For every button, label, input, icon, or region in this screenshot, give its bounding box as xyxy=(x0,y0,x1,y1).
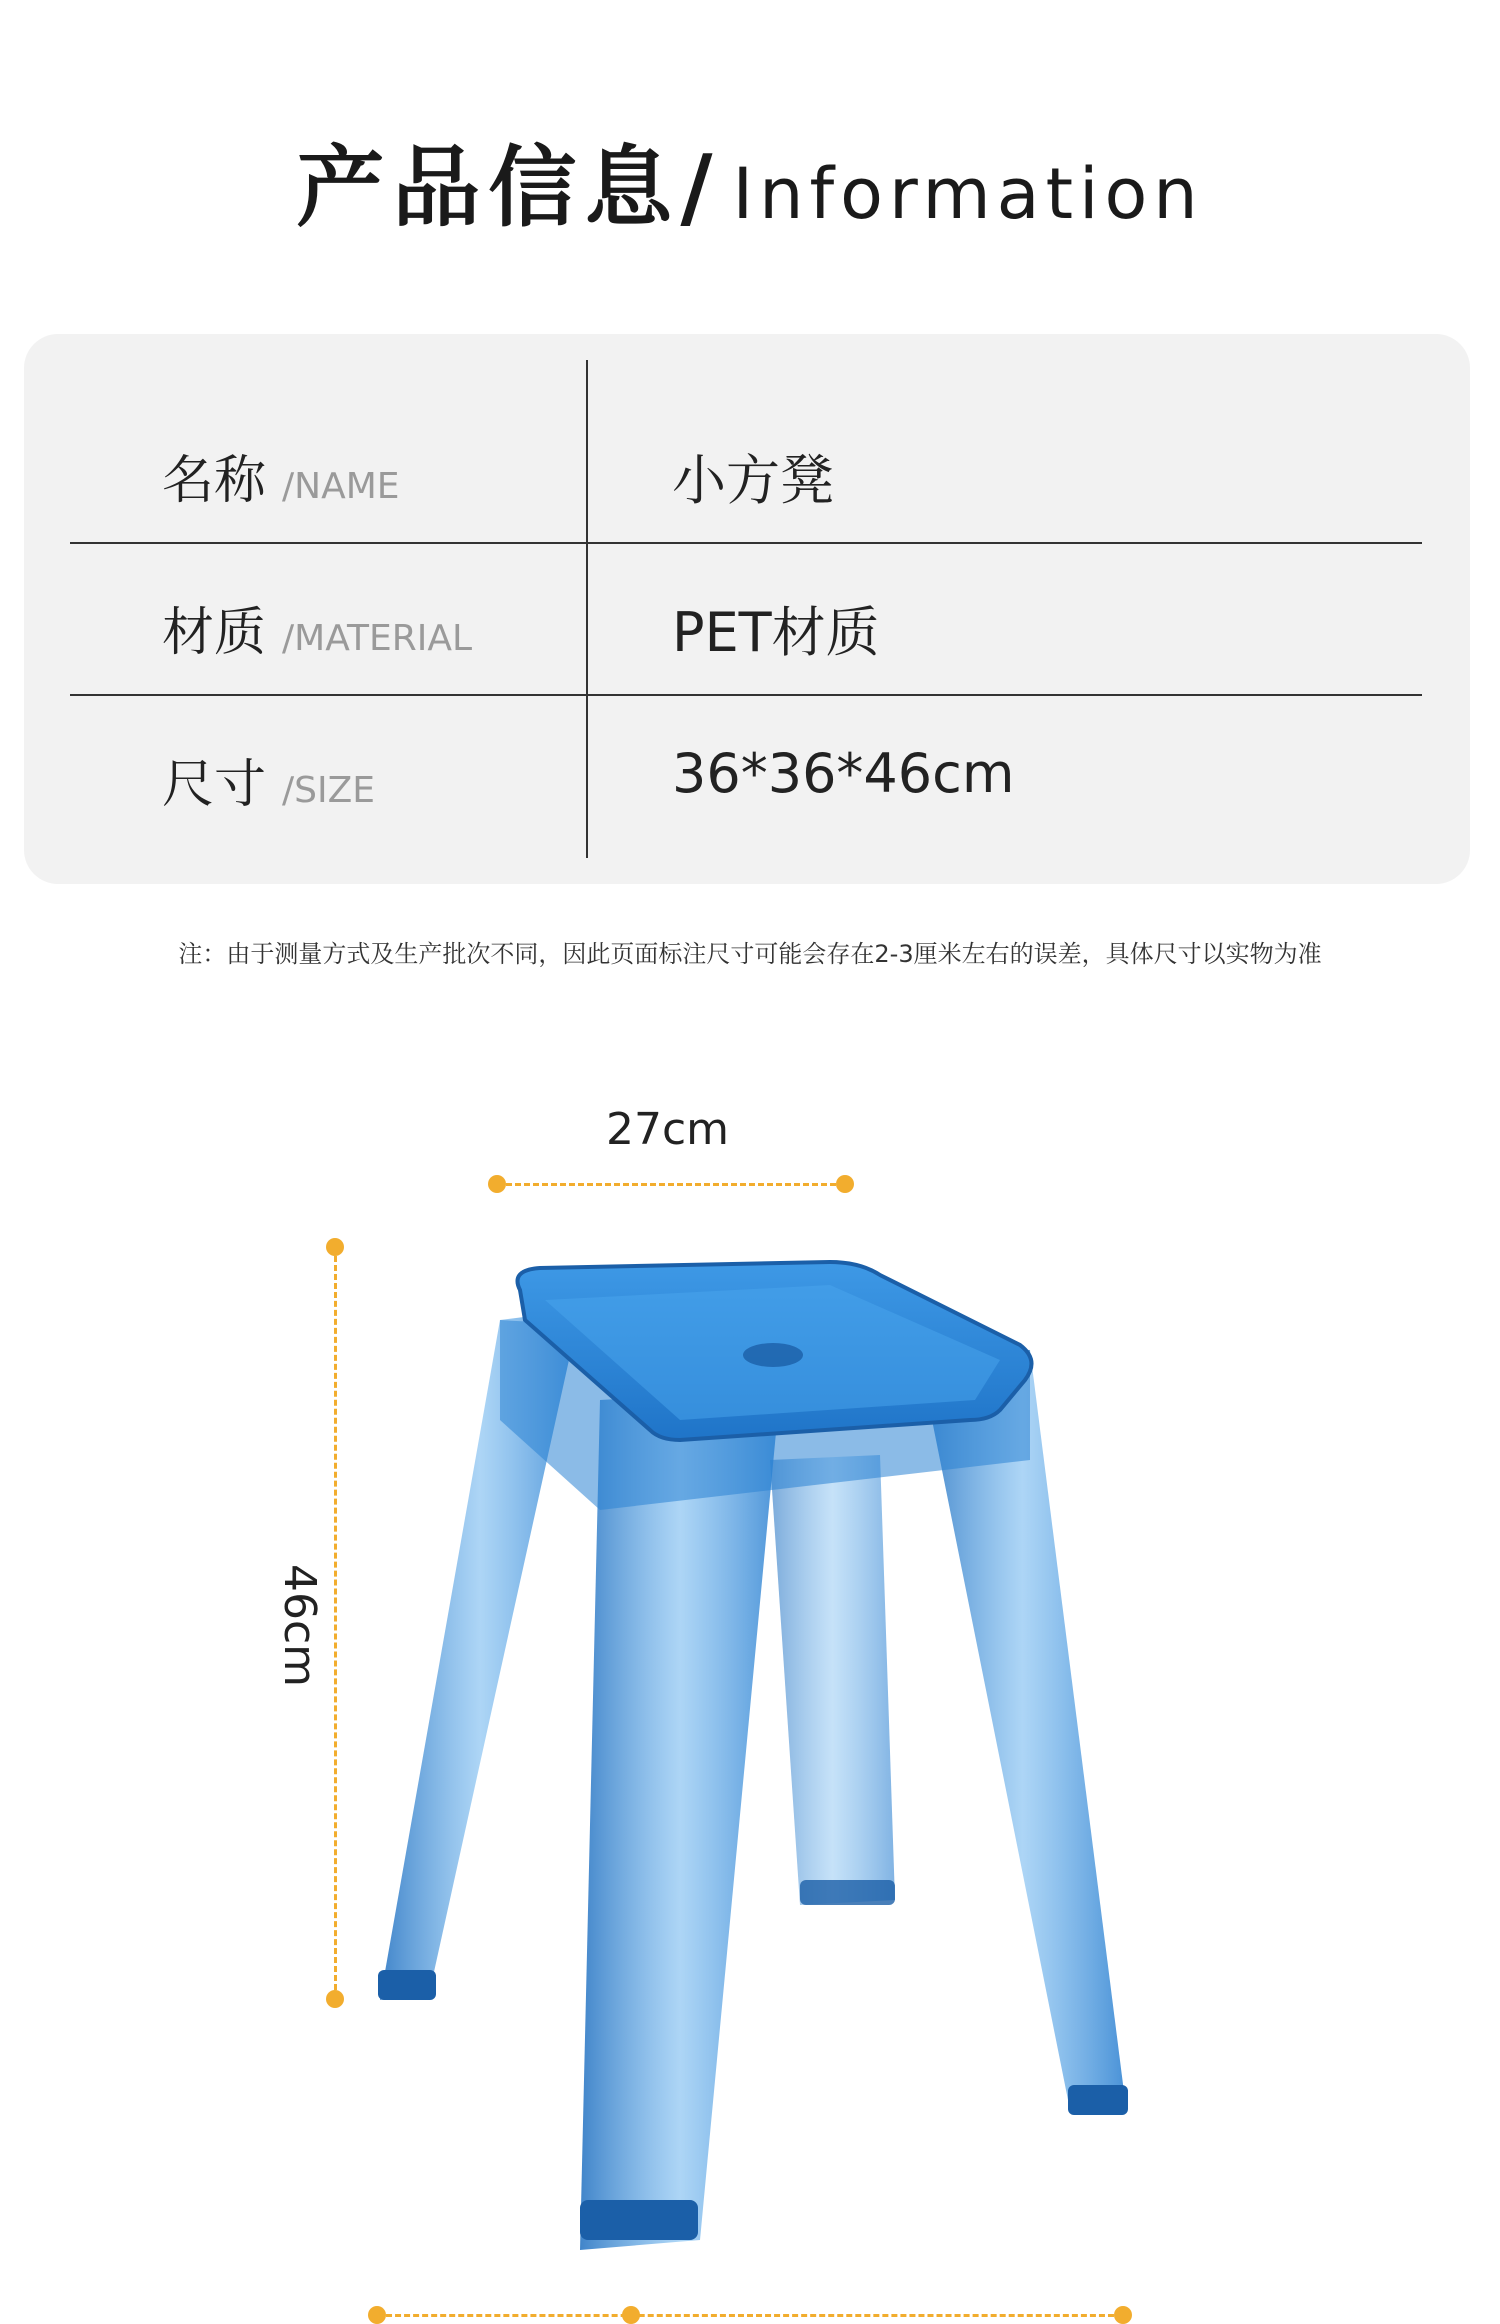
stool-foot-right xyxy=(1068,2085,1128,2115)
height-dimension-label: 46cm xyxy=(274,1563,326,1688)
row-size-label: 尺寸 /SIZE xyxy=(162,755,376,815)
title-en: Information xyxy=(732,153,1204,235)
stool-back-leg xyxy=(770,1455,895,1905)
stool-foot-front xyxy=(580,2200,698,2240)
stool-seat-hole xyxy=(743,1343,803,1367)
width-dimension-label: 27cm xyxy=(606,1104,730,1155)
stool-foot-left xyxy=(378,1970,436,2000)
row-name-label: 名称 /NAME xyxy=(162,451,400,511)
measurement-note: 注：由于测量方式及生产批次不同，因此页面标注尺寸可能会存在2-3厘米左右的误差，具体尺寸以实物为准 xyxy=(178,940,1322,968)
row-size-value: 36*36*46cm xyxy=(672,742,1015,805)
stool-foot-back xyxy=(800,1880,895,1905)
stool-front-leg xyxy=(580,1390,780,2250)
row-material-label: 材质 /MATERIAL xyxy=(162,603,473,663)
row-name-value: 小方凳 xyxy=(672,449,834,512)
row-material-value: PET材质 xyxy=(672,601,880,664)
title-cn: 产品信息/ xyxy=(296,136,721,239)
